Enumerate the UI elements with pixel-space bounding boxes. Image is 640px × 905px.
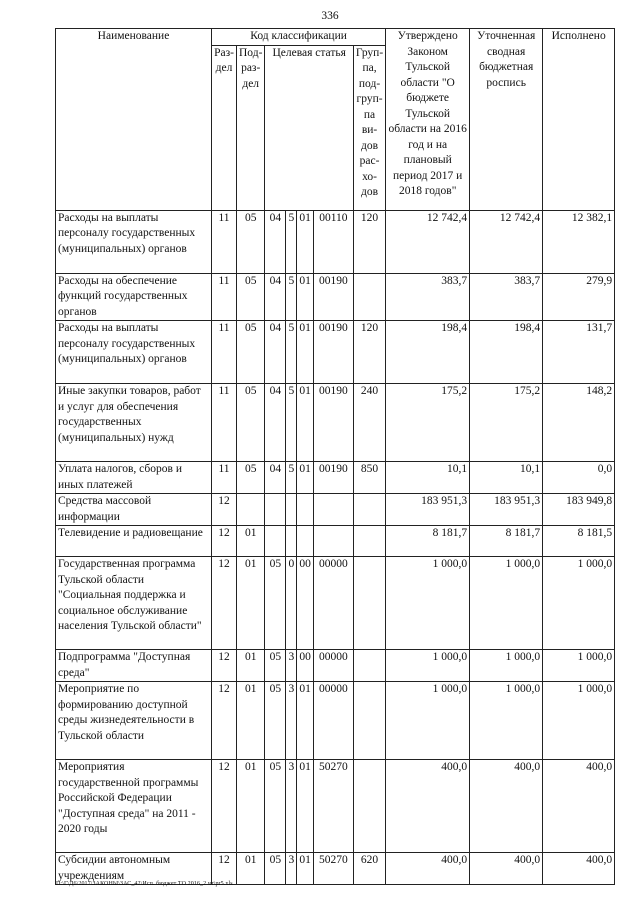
row-expense-group xyxy=(353,650,385,682)
row-expense-group: 120 xyxy=(353,210,385,273)
row-approved: 1 000,0 xyxy=(386,682,470,760)
table-row xyxy=(56,526,615,557)
row-target-measure: 01 xyxy=(297,853,314,885)
row-target-measure xyxy=(297,526,314,557)
row-refined: 1 000,0 xyxy=(470,682,543,760)
row-target-subprogram: 3 xyxy=(286,853,297,885)
row-target-program: 04 xyxy=(265,462,286,494)
row-refined: 400,0 xyxy=(470,760,543,853)
row-approved: 12 742,4 xyxy=(386,210,470,273)
row-executed: 1 000,0 xyxy=(543,682,615,760)
header-refined: Уточненная сводная бюджетная роспись xyxy=(470,29,543,211)
row-subsection: 01 xyxy=(237,760,265,853)
row-target-program: 05 xyxy=(265,650,286,682)
row-section: 11 xyxy=(212,384,237,462)
row-target-measure: 00 xyxy=(297,650,314,682)
row-section: 12 xyxy=(212,853,237,885)
row-target-program: 04 xyxy=(265,273,286,321)
row-target-measure: 01 xyxy=(297,273,314,321)
file-path-footer: D:\Г\Д6\2017\ЗАКОНЫ\ЗАС_42\Исп. бюджет ТО 2016_2 чт\pr5.xls xyxy=(56,881,233,887)
table-row xyxy=(56,557,615,650)
row-refined: 8 181,7 xyxy=(470,526,543,557)
row-target-program: 05 xyxy=(265,682,286,760)
row-name: Подпрограмма "Доступная среда" xyxy=(56,650,212,682)
row-target-direction xyxy=(313,526,353,557)
row-expense-group xyxy=(353,557,385,650)
header-group: Груп-па, под-груп-па ви-дов рас-хо-дов xyxy=(353,45,385,210)
row-name: Мероприятия государственной программы Российской Федерации "Доступная среда" на 2011 - 2020 годы xyxy=(56,760,212,853)
row-subsection: 05 xyxy=(237,384,265,462)
row-target-measure: 01 xyxy=(297,760,314,853)
row-approved: 8 181,7 xyxy=(386,526,470,557)
header-subsection: Под-раз-дел xyxy=(237,45,265,210)
row-approved: 175,2 xyxy=(386,384,470,462)
row-executed: 148,2 xyxy=(543,384,615,462)
row-section: 12 xyxy=(212,760,237,853)
row-name: Расходы на обеспечение функций государственных органов xyxy=(56,273,212,321)
row-approved: 183 951,3 xyxy=(386,494,470,526)
row-section: 12 xyxy=(212,526,237,557)
header-code-group: Код классификации xyxy=(212,29,386,46)
table-row xyxy=(56,760,615,853)
row-subsection: 05 xyxy=(237,273,265,321)
table-row xyxy=(56,682,615,760)
row-target-direction: 00190 xyxy=(313,384,353,462)
row-target-program: 04 xyxy=(265,321,286,384)
row-refined: 198,4 xyxy=(470,321,543,384)
row-target-measure: 01 xyxy=(297,210,314,273)
row-target-direction: 00190 xyxy=(313,462,353,494)
row-section: 12 xyxy=(212,557,237,650)
row-name: Субсидии автономным учреждениям xyxy=(56,853,212,885)
row-target-subprogram xyxy=(286,494,297,526)
row-name: Государственная программа Тульской области "Социальная поддержка и социальное обслуживание населения Тульской области" xyxy=(56,557,212,650)
row-target-direction: 00000 xyxy=(313,557,353,650)
row-refined: 183 951,3 xyxy=(470,494,543,526)
row-target-program: 04 xyxy=(265,384,286,462)
row-subsection: 05 xyxy=(237,462,265,494)
row-expense-group: 850 xyxy=(353,462,385,494)
row-section: 12 xyxy=(212,682,237,760)
row-target-direction: 50270 xyxy=(313,853,353,885)
row-target-program: 05 xyxy=(265,853,286,885)
row-approved: 400,0 xyxy=(386,853,470,885)
row-target-measure: 01 xyxy=(297,384,314,462)
row-executed: 12 382,1 xyxy=(543,210,615,273)
row-executed: 1 000,0 xyxy=(543,557,615,650)
row-refined: 10,1 xyxy=(470,462,543,494)
row-target-subprogram: 5 xyxy=(286,273,297,321)
row-target-program xyxy=(265,526,286,557)
table-row xyxy=(56,650,615,682)
row-target-subprogram: 5 xyxy=(286,384,297,462)
row-target-subprogram: 5 xyxy=(286,462,297,494)
row-refined: 400,0 xyxy=(470,853,543,885)
row-subsection: 01 xyxy=(237,557,265,650)
row-expense-group: 240 xyxy=(353,384,385,462)
row-target-program: 05 xyxy=(265,760,286,853)
row-expense-group: 120 xyxy=(353,321,385,384)
row-name: Уплата налогов, сборов и иных платежей xyxy=(56,462,212,494)
row-target-direction: 00190 xyxy=(313,321,353,384)
row-section: 12 xyxy=(212,650,237,682)
header-section: Раз-дел xyxy=(212,45,237,210)
row-expense-group xyxy=(353,273,385,321)
row-approved: 383,7 xyxy=(386,273,470,321)
row-target-measure xyxy=(297,494,314,526)
row-expense-group xyxy=(353,494,385,526)
row-target-program xyxy=(265,494,286,526)
row-target-program: 05 xyxy=(265,557,286,650)
row-approved: 400,0 xyxy=(386,760,470,853)
row-subsection: 05 xyxy=(237,210,265,273)
row-section: 12 xyxy=(212,494,237,526)
row-name: Телевидение и радиовещание xyxy=(56,526,212,557)
row-executed: 1 000,0 xyxy=(543,650,615,682)
row-target-direction: 00000 xyxy=(313,650,353,682)
row-name: Мероприятие по формированию доступной среды жизнедеятельности в Тульской области xyxy=(56,682,212,760)
table-row xyxy=(56,462,615,494)
header-name: Наименование xyxy=(56,29,212,211)
row-executed: 400,0 xyxy=(543,760,615,853)
page-number: 336 xyxy=(321,10,339,22)
row-target-subprogram: 3 xyxy=(286,650,297,682)
row-approved: 10,1 xyxy=(386,462,470,494)
row-target-direction: 00190 xyxy=(313,273,353,321)
row-target-subprogram: 0 xyxy=(286,557,297,650)
table-row xyxy=(56,210,615,273)
row-target-direction xyxy=(313,494,353,526)
table-row xyxy=(56,494,615,526)
row-subsection xyxy=(237,494,265,526)
row-target-measure: 00 xyxy=(297,557,314,650)
table-row xyxy=(56,321,615,384)
table-body xyxy=(56,210,615,885)
row-expense-group xyxy=(353,760,385,853)
row-expense-group: 620 xyxy=(353,853,385,885)
row-expense-group xyxy=(353,682,385,760)
table-row xyxy=(56,273,615,321)
row-refined: 12 742,4 xyxy=(470,210,543,273)
row-target-direction: 50270 xyxy=(313,760,353,853)
row-target-subprogram: 3 xyxy=(286,682,297,760)
row-subsection: 01 xyxy=(237,682,265,760)
row-refined: 1 000,0 xyxy=(470,557,543,650)
row-target-measure: 01 xyxy=(297,321,314,384)
row-section: 11 xyxy=(212,210,237,273)
row-executed: 400,0 xyxy=(543,853,615,885)
header-executed: Исполнено xyxy=(543,29,615,211)
row-subsection: 05 xyxy=(237,321,265,384)
header-target: Целевая статья xyxy=(265,45,354,210)
header-approved: Утверждено Законом Тульской области "О бюджете Тульской области на 2016 год и на плановый период 2017 и 2018 годов" xyxy=(386,29,470,211)
row-executed: 0,0 xyxy=(543,462,615,494)
row-target-direction: 00000 xyxy=(313,682,353,760)
row-subsection: 01 xyxy=(237,853,265,885)
row-target-measure: 01 xyxy=(297,682,314,760)
row-approved: 1 000,0 xyxy=(386,650,470,682)
row-approved: 1 000,0 xyxy=(386,557,470,650)
row-target-measure: 01 xyxy=(297,462,314,494)
row-name: Расходы на выплаты персоналу государственных (муниципальных) органов xyxy=(56,321,212,384)
row-executed: 279,9 xyxy=(543,273,615,321)
row-target-subprogram: 5 xyxy=(286,210,297,273)
row-section: 11 xyxy=(212,321,237,384)
row-target-direction: 00110 xyxy=(313,210,353,273)
table-row xyxy=(56,384,615,462)
row-refined: 1 000,0 xyxy=(470,650,543,682)
budget-table xyxy=(55,28,615,885)
row-expense-group xyxy=(353,526,385,557)
row-name: Расходы на выплаты персоналу государственных (муниципальных) органов xyxy=(56,210,212,273)
row-refined: 383,7 xyxy=(470,273,543,321)
row-target-subprogram: 3 xyxy=(286,760,297,853)
row-approved: 198,4 xyxy=(386,321,470,384)
row-name: Иные закупки товаров, работ и услуг для обеспечения государственных (муниципальных) нужд xyxy=(56,384,212,462)
row-target-subprogram xyxy=(286,526,297,557)
row-executed: 183 949,8 xyxy=(543,494,615,526)
table-row xyxy=(56,853,615,885)
row-subsection: 01 xyxy=(237,650,265,682)
row-executed: 131,7 xyxy=(543,321,615,384)
row-target-subprogram: 5 xyxy=(286,321,297,384)
row-subsection: 01 xyxy=(237,526,265,557)
row-target-program: 04 xyxy=(265,210,286,273)
row-section: 11 xyxy=(212,273,237,321)
row-name: Средства массовой информации xyxy=(56,494,212,526)
row-refined: 175,2 xyxy=(470,384,543,462)
row-executed: 8 181,5 xyxy=(543,526,615,557)
row-section: 11 xyxy=(212,462,237,494)
